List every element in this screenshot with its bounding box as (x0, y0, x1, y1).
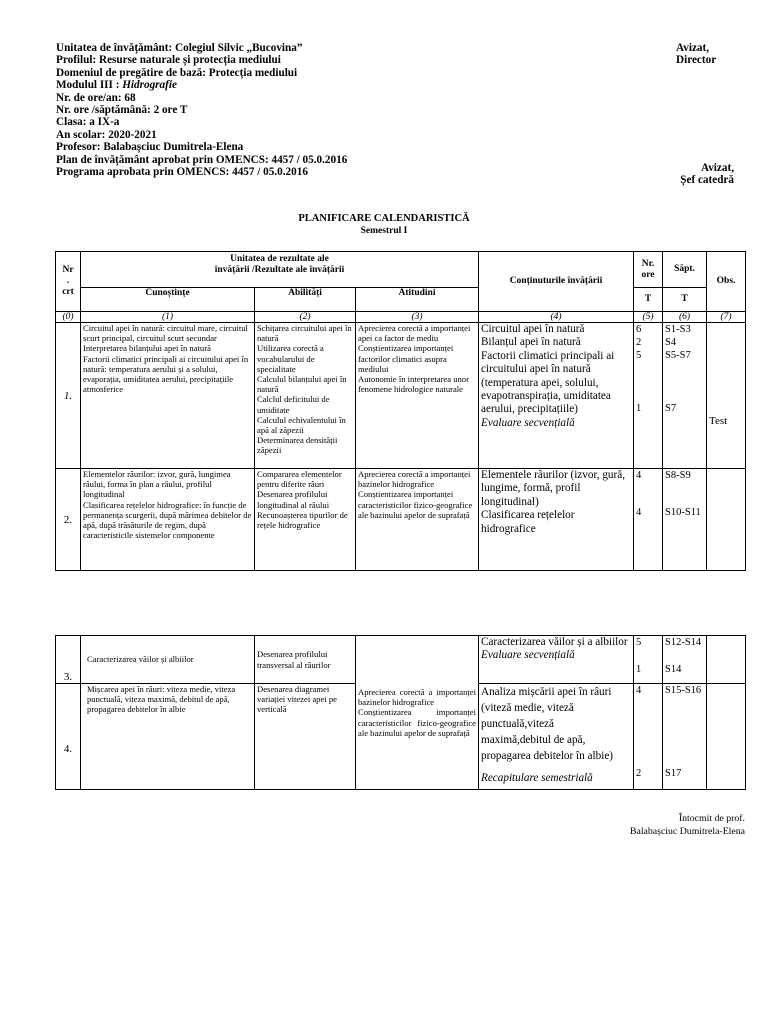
row-number-text: 4. (63, 742, 73, 755)
ore-value: 1 (636, 403, 642, 414)
cunostinte-item: Mișcarea apei în râuri: viteza medie, viteza punctuală, viteza maximă, debitul de apă, propagarea debitelor în albie (87, 684, 236, 715)
evaluare-item: Evaluare secvențială (481, 416, 575, 429)
header-t-ore: T (634, 288, 663, 312)
row-sapt (663, 636, 707, 684)
abilitati-item: Desenarea profilului transversal al râurilor (257, 649, 331, 670)
continut-item: Bilanțul apei în natură (481, 336, 581, 349)
recap-item: Recapitulare semestrială (481, 772, 593, 784)
row-ore (634, 323, 663, 469)
col-number-0: (0) (56, 312, 81, 323)
footer-prepared-by: Întocmit de prof. (678, 813, 745, 824)
cunostinte-item: Clasificarea rețelelor hidrografice: în funcție de permanența scurgerii, după mărimea debitelor de apă, după trăsăturile de regim, după caracteristicile sistemelor componente (83, 499, 252, 541)
abilitati-item: Schițarea circuitului apei în natură (257, 323, 352, 344)
table-row (56, 323, 746, 469)
header-line-profile: Profilul: Resurse naturale și protecția mediului (56, 54, 281, 67)
row-cunostinte (81, 636, 255, 684)
approval-director (676, 42, 716, 67)
header-obs: Obs. (707, 252, 746, 312)
sapt-value: S17 (665, 768, 682, 779)
approval-sef-role: Șef catedră (680, 174, 734, 187)
row-abilitati (255, 636, 356, 684)
header-line-hours-year: Nr. de ore/an: 68 (56, 91, 136, 104)
title-main: PLANIFICARE CALENDARISTICĂ (298, 213, 470, 224)
module-label: Modulul III : (56, 79, 123, 92)
continut-item: maximă,debitul de apă, (481, 734, 586, 746)
row-obs (707, 469, 746, 571)
evaluare-item: Evaluare secvențială (481, 649, 575, 662)
ore-value: 4 (636, 507, 642, 518)
row-cunostinte (81, 323, 255, 469)
row-number-text: 1. (63, 389, 73, 402)
sapt-value: S7 (665, 403, 677, 414)
row-number (56, 636, 81, 684)
header-abilitati: Abilități (255, 288, 356, 312)
row-obs (707, 636, 746, 684)
row-abilitati (255, 323, 356, 469)
row-number (56, 323, 81, 469)
header-line-domain: Domeniul de pregătire de bază: Protecția mediului (56, 66, 298, 79)
header-line-program: Programa aprobata prin OMENCS: 4457 / 05.0.2016 (56, 166, 308, 179)
planning-table-2 (55, 635, 746, 790)
document-header (56, 42, 347, 178)
header-line-hours-week: Nr. ore /săptămână: 2 ore T (56, 104, 188, 117)
row-sapt (663, 323, 707, 469)
row-number-text: 3. (63, 671, 73, 683)
atitudini-item: Autonomie în interpretarea unor fenomene hidrologice naturale (358, 374, 469, 395)
header-continuturi: Conținuturile învățării (479, 252, 634, 312)
ore-value: 4 (636, 685, 642, 696)
row-ore (634, 684, 663, 790)
header-nr-crt (56, 252, 81, 312)
row-atitudini (356, 323, 479, 469)
continut-item: propagarea debitelor în albie) (481, 750, 614, 762)
row-number-text: 2. (63, 513, 73, 526)
atitudini-item: Conștientizarea importanței factorilor climatici asupra mediului (358, 343, 454, 374)
continut-item: punctuală,viteză (481, 718, 554, 730)
continut-item: Factorii climatici principali ai circuitului apei în natură (temperatura apei, solului, evapotranspirația, umiditatea aerului, precipitațiile) (481, 349, 615, 416)
header-unitatea (81, 252, 479, 288)
col-number-4: (4) (479, 312, 634, 323)
ore-value: 4 (636, 470, 642, 481)
col-number-7: (7) (707, 312, 746, 323)
abilitati-item: Utilizarea corectă a vocabularului de specialitate (257, 343, 324, 374)
sapt-value: S15-S16 (665, 685, 702, 696)
atitudini-item: Aprecierea corectă a importanței apei ca factor de mediu (358, 323, 471, 344)
atitudini-item: Aprecierea corectă a importanței bazinelor hidrografice (358, 469, 471, 490)
approval-director-role: Director (676, 54, 717, 67)
row-ore (634, 469, 663, 571)
abilitati-item: Calclul deficitului de umiditate (257, 394, 330, 415)
continut-item: Clasificarea rețelelor hidrografice (481, 509, 575, 535)
sapt-value: S4 (665, 337, 677, 348)
ore-value: 1 (636, 664, 642, 675)
sapt-value: S10-S11 (665, 507, 701, 518)
row-obs (707, 684, 746, 790)
continut-item: Caracterizarea văilor și a albiilor (481, 636, 628, 648)
col-number-5: (5) (634, 312, 663, 323)
row-obs (707, 323, 746, 469)
cunostinte-item: Factorii climatici principali ai circuitului apei în natură: temperatura aerului și a solului, evaporația, umiditatea aerului, precipitațiile atmosferice (83, 353, 249, 395)
sapt-value: S1-S3 (665, 324, 691, 335)
abilitati-item: Calculul bilanțului apei în natură (257, 374, 347, 395)
table-row (56, 469, 746, 571)
abilitati-item: Desenarea profilului longitudinal al râului (257, 489, 330, 510)
atitudini-item: Conștientizarea importanței caracteristicilor fizico-geografice ale bazinului apelor de suprafață (358, 489, 473, 520)
ore-value: 2 (636, 768, 642, 779)
abilitati-item: Desenarea diagramei variației vitezei apei pe verticală (257, 684, 337, 715)
header-cunostinte: Cunoștințe (81, 288, 255, 312)
header-sapt: Săpt. (663, 252, 707, 288)
row-cunostinte (81, 469, 255, 571)
sapt-value: S14 (665, 664, 682, 675)
row-abilitati (255, 469, 356, 571)
row-continuturi (479, 469, 634, 571)
ore-value: 6 (636, 324, 642, 335)
row-continuturi (479, 684, 634, 790)
header-line-module (56, 79, 347, 91)
sapt-value: S8-S9 (665, 470, 691, 481)
sapt-value: S5-S7 (665, 350, 691, 361)
header-line-class: Clasa: a IX-a (56, 116, 120, 129)
planning-table-1 (55, 251, 746, 571)
unitatea-line2: învățării /Rezultate ale învățării (214, 265, 345, 275)
continut-item: Analiza mișcării apei în râuri (481, 686, 612, 698)
cunostinte-item: Circuitul apei în natură: circuitul mare, circuitul scurt principal, circuitul scurt secundar (83, 323, 248, 344)
row-sapt (663, 469, 707, 571)
header-line-teacher: Profesor: Balabașciuc Dumitrela-Elena (56, 141, 244, 154)
cunostinte-item: Interpretarea bilanțului apei în natură (83, 343, 211, 354)
row-sapt (663, 684, 707, 790)
abilitati-item: Calculul echivalentului în apă al zăpezii (257, 414, 346, 436)
header-nr-ore (634, 252, 663, 288)
col-number-3: (3) (356, 312, 479, 323)
header-line-school-year: An scolar: 2020-2021 (56, 128, 157, 141)
title-semester: Semestrul I (360, 226, 408, 236)
row-atitudini (356, 469, 479, 571)
nr-crt-line2: . (66, 276, 70, 286)
row-number (56, 684, 81, 790)
abilitati-item: Recunoașterea tipurilor de rețele hidrografice (257, 509, 348, 531)
header-line-plan: Plan de învățământ aprobat prin OMENCS: 4457 / 05.0.2016 (56, 153, 348, 166)
approval-sef-label: Avizat, (700, 162, 734, 174)
table-row (56, 636, 746, 684)
row-cunostinte (81, 684, 255, 790)
ore-value: 2 (636, 337, 642, 348)
ore-value: 5 (636, 350, 642, 361)
row-abilitati (255, 684, 356, 790)
row-ore (634, 636, 663, 684)
approval-head-of-department (680, 162, 734, 187)
row-continuturi (479, 323, 634, 469)
document-title (0, 213, 768, 237)
cunostinte-item: Caracterizarea văilor și albiilor (87, 654, 194, 665)
atitudini-item: Aprecierea corectă a importanței bazinelor hidrografice (358, 686, 476, 708)
nr-ore-line2: ore (641, 269, 655, 280)
nr-crt-line3: crt (62, 287, 74, 297)
nr-crt-line1: Nr (62, 265, 74, 275)
header-atitudini: Atitudini (356, 288, 479, 312)
continut-item: Circuitul apei în natură (481, 323, 585, 335)
abilitati-item: Determinarea densității zăpezii (257, 435, 338, 456)
atitudini-item: Conștientizarea importanței caracteristicilor fizico-geografice ale bazinului apelor de suprafață (358, 707, 476, 738)
sapt-value: S12-S14 (665, 637, 702, 648)
module-name: Hidrografie (122, 79, 177, 92)
approval-director-label: Avizat, (676, 42, 710, 54)
col-number-1: (1) (81, 312, 255, 323)
cunostinte-item: Elementelor râurilor: izvor, gură, lungimea râului, forma în plan a râului, profilul longitudinal (83, 469, 231, 500)
row-atitudini-shared (356, 636, 479, 790)
row-number (56, 469, 81, 571)
document-footer (630, 812, 745, 838)
col-number-6: (6) (663, 312, 707, 323)
row-continuturi (479, 636, 634, 684)
ore-value: 5 (636, 637, 642, 648)
unitatea-line1: Unitatea de rezultate ale (230, 254, 329, 264)
header-t-sapt: T (663, 288, 707, 312)
footer-teacher-name: Balabașciuc Dumitrela-Elena (629, 826, 745, 837)
obs-value: Test (709, 415, 728, 427)
nr-ore-line1: Nr. (641, 258, 655, 269)
continut-item: Elementele râurilor (izvor, gură, lungime, formă, profil longitudinal) (481, 469, 626, 508)
abilitati-item: Compararea elementelor pentru diferite râuri (257, 469, 342, 490)
continut-item: (viteză medie, viteză (481, 702, 574, 714)
header-line-school: Unitatea de învățământ: Colegiul Silvic „Bucovina” (56, 42, 303, 54)
col-number-2: (2) (255, 312, 356, 323)
